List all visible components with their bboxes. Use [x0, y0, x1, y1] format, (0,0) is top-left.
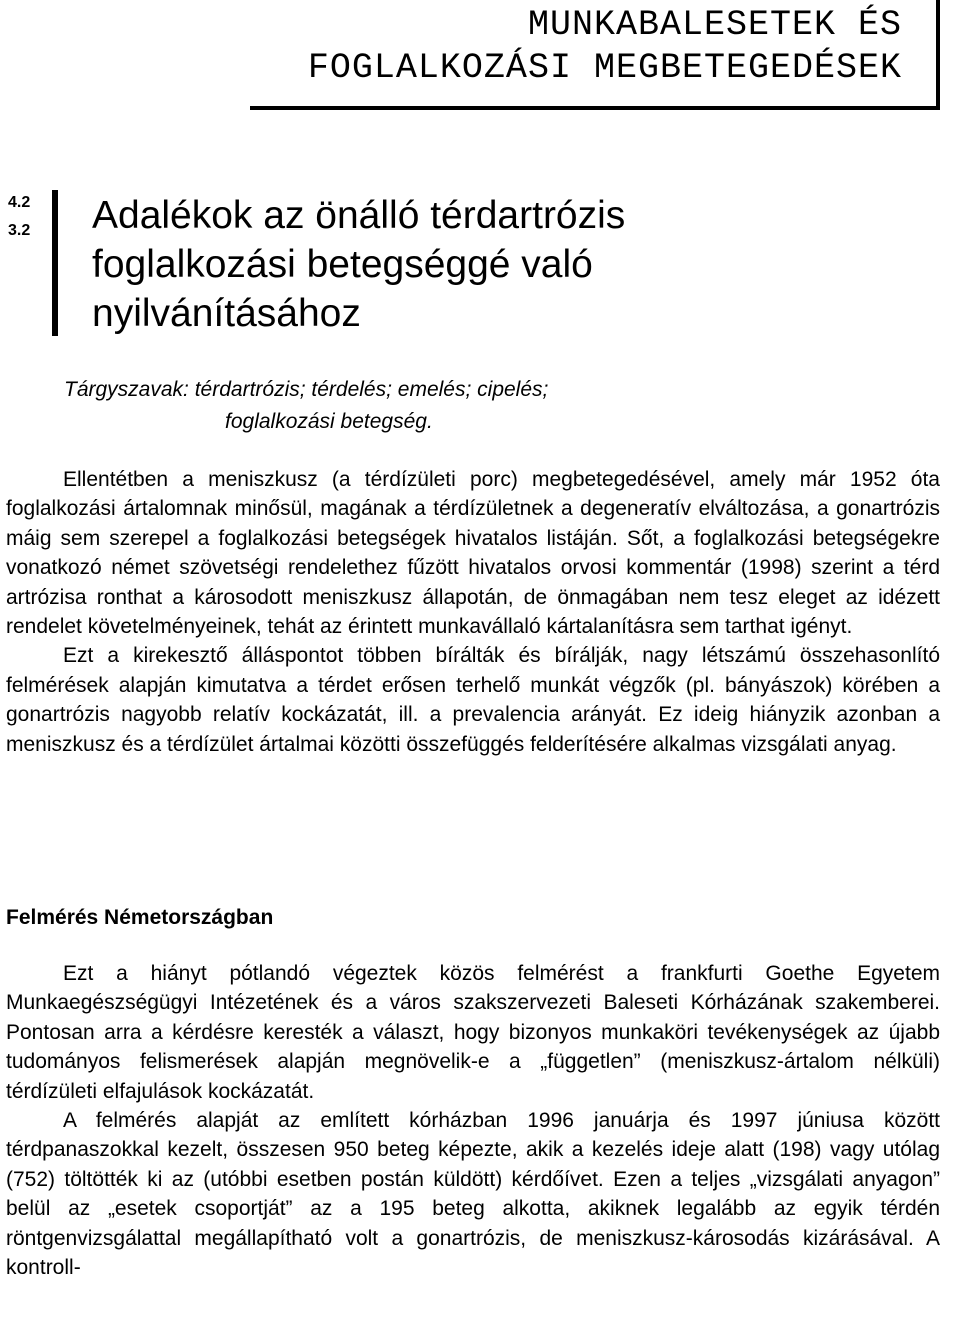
section-number-secondary: 3.2 [8, 222, 31, 239]
running-header-line-1: MUNKABALESETEK ÉS [527, 5, 902, 45]
running-header [250, 0, 940, 110]
keywords-line-2: foglalkozási betegség. [225, 410, 433, 433]
section-number-primary: 4.2 [8, 194, 31, 211]
article-title [92, 191, 625, 338]
intro-body [6, 465, 940, 759]
article-title-line-3: nyilvánításához [92, 292, 361, 335]
intro-paragraph-2: Ezt a kirekesztő álláspontot többen bírálták és bírálják, nagy létszámú összehasonlító felmérések alapján kimutatva a térdet erősen terhelő munkát végzők (pl. bányászok) körében a gonartrózis nagyobb relatív kockázatát, ill. a prevalencia arányát. Ez ideig hiányzik azonban a meniszkusz és a térdízület ártalmai közötti összefüggés felderítésére alkalmas vizsgálati anyag. [6, 644, 940, 756]
section-divider-bar [52, 190, 58, 336]
keywords-line-1: Tárgyszavak: térdartrózis; térdelés; emelés; cipelés; [64, 378, 549, 401]
subsection-body [6, 959, 940, 1282]
intro-paragraph-1: Ellentétben a meniszkusz (a térdízületi porc) megbetegedésével, amely már 1952 óta foglalkozási ártalomnak minősül, magának a térdízületnek a degeneratív elváltozása, a gonartrózis máig sem szerepel a foglalkozási betegségek hivatalos listáján. Sőt, a foglalkozási betegségekre vonatkozó német szövetségi rendelethez fűzött hivatalos orvosi kommentár (1998) szerint a térd artrózisa ronthat a károsodott meniszkusz állapotán, de önmagában nem tesz eleget az idézett rendelet követelményeinek, tehát az érintett munkavállaló kártalanításra sem tarthat igényt. [6, 468, 940, 639]
subsection-heading: Felmérés Németországban [6, 906, 274, 929]
keywords [64, 374, 724, 438]
subsection-paragraph-1: Ezt a hiányt pótlandó végeztek közös felmérést a frankfurti Goethe Egyetem Munkaegészségügyi Intézetének és a város szakszervezeti Baleseti Kórházának szakemberei. Pontosan arra a kérdésre keresték a választ, hogy bizonyos munkaköri tevékenységek az újabb tudományos felismerések alapján megnövelik-e a „független” (meniszkusz-ártalom nélküli) térdízületi elfajulások kockázatát. [6, 962, 940, 1103]
running-header-line-2: FOGLALKOZÁSI MEGBETEGEDÉSEK [307, 48, 902, 88]
article-title-line-1: Adalékok az önálló térdartrózis [92, 194, 626, 237]
article-title-line-2: foglalkozási betegséggé való [92, 243, 593, 286]
subsection-paragraph-2: A felmérés alapját az említett kórházban 1996 januárja és 1997 júniusa között térdpanaszokkal kezelt, összesen 950 beteg képezte, akik a kezelés ideje alatt (198) vagy utólag (752) töltötték ki az (utóbbi esetben postán küldött) kérdőívet. Ezen a teljes „vizsgálati anyagon” belül az „esetek csoportját” az a 195 beteg alkotta, akiknek legalább az egyik térdén röntgenvizsgálattal megállapítható volt a gonartrózis, de meniszkusz-károsodás kizárásával. A kontroll- [6, 1109, 940, 1280]
